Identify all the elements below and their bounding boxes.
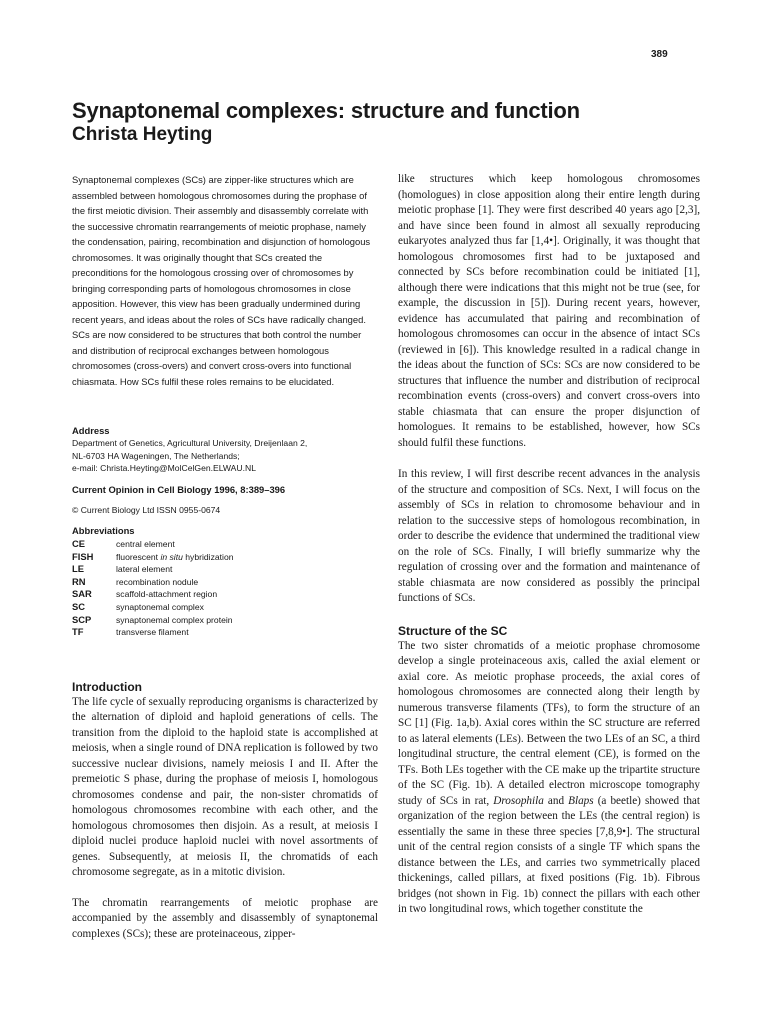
article-author: Christa Heyting (72, 124, 213, 145)
journal-citation (72, 483, 378, 496)
right-paragraph-1: like structures which keep homologous chromosomes (homologues) in close apposition along their entire length during meiotic prophase [1]. They were first described 40 years ago [2,3], and have since been found in almost all sexually reproducing eukaryotes analyzed thus far [1,4•]. Originally, it was thought that homologous chromosomes first had to be juxtaposed and connected by SCs before recombination could be initiated [1], although there were indications that this might not be true (see, for example, the discussion in [5]). During recent years, however, evidence has accumulated that pairing and recombination of homologous chromosomes can occur in the absence of intact SCs (reviewed in [6]). This knowledge resulted in a radical change in the ideas about the function of SCs: SCs are now considered to be structures that influence the number and distribution of reciprocal recombination events (cross-overs) and convert cross-overs into stable chiasmata that can ensure the proper disjunction of homologues. It remains to be established, however, how SCs should fulfil these functions. (398, 173, 700, 449)
introduction-heading: Introduction (72, 679, 142, 694)
abbrev-definition: synaptonemal complex protein (116, 614, 233, 625)
abbrev-term: SCP (72, 613, 92, 625)
introduction-paragraph-2: The chromatin rearrangements of meiotic prophase are accompanied by the assembly and disassembly of synaptonemal complexes (SCs); these are proteinaceous, zipper- (72, 896, 378, 940)
right-paragraph-2: In this review, I will first describe recent advances in the analysis of the structure and composition of SCs. Next, I will focus on the assembly of SCs in relation to chromosome behaviour and in relation to the successive steps of homologous recombination, in order to describe the evidence that undermined the traditional view on the role of SCs. Finally, I will briefly summarize why the regulation of crossing over and the formation and maintenance of stable chiasmata are now considered as possibly the principal functions of SCs. (398, 468, 700, 604)
page-number: 389 (651, 49, 668, 60)
right-column (398, 172, 700, 918)
address-email[interactable]: e-mail: Christa.Heyting@MolCelGen.ELWAU.NL (72, 463, 256, 473)
abbrev-term: LE (72, 563, 84, 575)
abbreviations-label: Abbreviations (72, 525, 135, 536)
abbrev-term: CE (72, 538, 86, 549)
address-line-1: Department of Genetics, Agricultural University, Dreijenlaan 2, (72, 438, 308, 448)
abbrev-definition: fluorescent in situ hybridization (116, 551, 234, 562)
structure-paragraph-1: The two sister chromatids of a meiotic prophase chromosome develop a single proteinaceous axis, called the axial element or axial core. As meiotic prophase proceeds, the axial cores of homologous chromosomes are connected along their length by numerous transverse filaments (TFs), to form the structure of an SC [1] (Fig. 1a,b). Axial cores within the SC structure are referred to as lateral elements (LEs). Between the two LEs of an SC, a third longitudinal structure, the central element (CE), is formed on the TFs. Both LEs together with the CE make up the tripartite structure of the SC (Fig. 1b). A detailed electron microscope tomography study of SCs in rat, Drosophila and Blaps (a beetle) showed that organization of the region between the LEs (the central region) is essentially the same in these three species [7,8,9•]. The structural unit of the central region consists of a single TF which spans the distance between the LEs, and carries two symmetrically placed thickenings, called pillars, at fixed positions (Fig. 1b). Fibrous bridges (not shown in Fig. 1b) connect the pillars with each other in two longitudinal rows, which together constitute the (398, 639, 700, 915)
abbrev-row (72, 551, 234, 564)
abbrev-row (72, 576, 234, 589)
abbrev-row (72, 588, 234, 601)
abbreviations-table (72, 538, 234, 639)
abbrev-definition: lateral element (116, 564, 173, 575)
address-block (72, 424, 378, 475)
abstract: Synaptonemal complexes (SCs) are zipper-like structures which are assembled between homologous chromosomes during the prophase of the first meiotic division. Their assembly and disassembly correlate with the successive chromatin rearrangements of meiotic prophase, namely the condensation, pairing, recombination and disjunction of homologous chromosomes. It was originally thought that SCs created the preconditions for the homologous crossing over of chromosomes by bringing corresponding parts of homologous chromosomes in close apposition. However, this view has been gradually undermined during recent years, and ideas about the roles of SCs have radically changed. SCs are now considered to be structures that both control the number and distribution of reciprocal exchanges between homologous chromosomes (cross-overs) and convert cross-overs into functional chiasmata. How SCs fulfil these roles remains to be elucidated. (72, 174, 371, 387)
abbrev-row (72, 601, 234, 614)
abbrev-row (72, 614, 234, 627)
introduction-paragraph-1: The life cycle of sexually reproducing organisms is characterized by the alternation of diploid and haploid generations of cells. The transition from the diploid to the haploid state is accomplished at meiosis, when a single round of DNA replication is followed by two successive nuclear divisions, namely meiosis I and II. After the premeiotic S phase, during the prophase of meiosis I, homologous chromosomes condense and pair, the non-sister chromatids of homologous chromosomes recombine with each other, and the homologous chromosomes then disjoin. As a result, at meiosis I diploid nuclei produce haploid nuclei with novel assortments of genes. Subsequently, at meiosis II, the chromatids of each chromosome segregate, as in a mitotic division. (72, 695, 378, 879)
journal-name: Current Opinion in Cell Biology (72, 483, 212, 495)
abbrev-term: FISH (72, 550, 94, 562)
abbreviations-block (72, 524, 378, 639)
address-label: Address (72, 425, 110, 436)
structure-heading: Structure of the SC (398, 623, 508, 638)
address-line-2: NL-6703 HA Wageningen, The Netherlands; (72, 450, 240, 461)
abbrev-row (72, 538, 234, 551)
abbrev-definition: central element (116, 539, 175, 549)
abbrev-row (72, 563, 234, 576)
abbrev-term: RN (72, 575, 86, 587)
abbrev-row (72, 626, 234, 639)
copyright: © Current Biology Ltd ISSN 0955-0674 (72, 504, 221, 515)
left-column (72, 172, 378, 942)
journal-ref: 1996, 8:389–396 (211, 483, 286, 495)
article-title: Synaptonemal complexes: structure and function (72, 98, 580, 123)
abbrev-definition: scaffold-attachment region (116, 589, 218, 600)
abbrev-definition: synaptonemal complex (116, 601, 204, 612)
abbrev-term: SAR (72, 588, 92, 600)
abbrev-definition: recombination nodule (116, 576, 199, 587)
abbrev-term: TF (72, 626, 84, 638)
abbrev-definition: transverse filament (116, 627, 189, 638)
abbrev-term: SC (72, 600, 86, 612)
